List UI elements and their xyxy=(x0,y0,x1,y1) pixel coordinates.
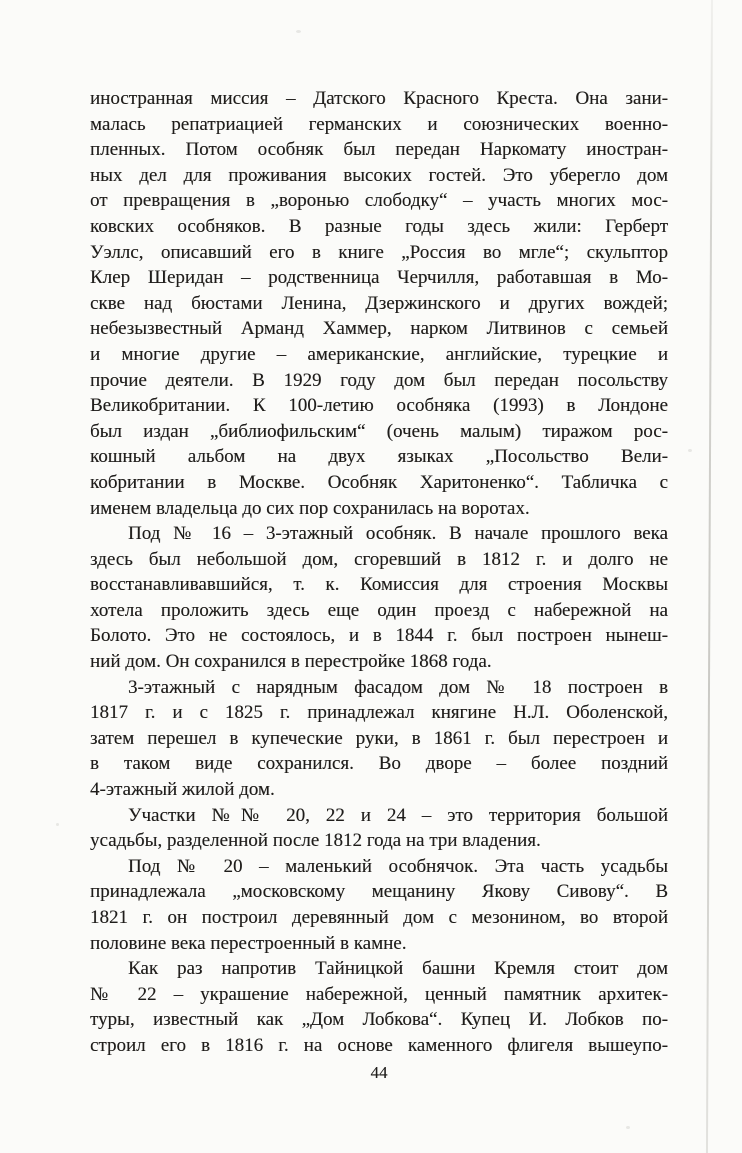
text-line: 1821 г. он построил деревянный дом с мезонином, во второй xyxy=(90,907,668,928)
text-line: туры, известный как „Дом Лобкова“. Купец И. Лобков по- xyxy=(90,1009,668,1031)
text-line: скве над бюстами Ленина, Дзержинского и других вождей; xyxy=(90,292,668,314)
text-line: Как раз напротив Тайницкой башни Кремля стоит дом xyxy=(128,958,668,980)
text-line: кошный альбом на двух языках „Посольство Вели- xyxy=(90,446,668,468)
text-line: Под № 20 – маленький особнячок. Эта часть усадьбы xyxy=(128,855,668,877)
text-line: 4-этажный жилой дом. xyxy=(90,779,275,801)
scan-speck xyxy=(56,823,59,826)
text-line: принадлежала „московскому мещанину Якову Сивову“. В xyxy=(90,881,668,903)
scan-speck xyxy=(688,449,692,452)
text-line: именем владельца до сих пор сохранилась на воротах. xyxy=(90,497,530,519)
text-line: здесь был небольшой дом, сгоревший в 1812 г. и долго не xyxy=(90,548,668,570)
text-line: восстанавливавшийся, т. к. Комиссия для строения Москвы xyxy=(90,574,668,596)
text-line: иностранная миссия – Датского Красного Креста. Она зани- xyxy=(90,88,668,109)
text-line: Великобритании. К 100-летию особняка (1993) в Лондоне xyxy=(90,395,668,417)
text-line: Участки №№ 20, 22 и 24 – это территория большой xyxy=(128,804,668,826)
text-line: хотела проложить здесь еще один проезд с набережной на xyxy=(90,599,668,621)
text-line: Под № 16 – 3-этажный особняк. В начале прошлого века xyxy=(128,523,668,545)
text-line: ний дом. Он сохранился в перестройке 1868 года. xyxy=(90,651,492,673)
text-line: прочие деятели. В 1929 году дом был передан посольству xyxy=(90,369,668,391)
text-line: был издан „библиофильским“ (очень малым) тиражом рос- xyxy=(90,420,668,442)
text-line: в таком виде сохранился. Во дворе – более поздний xyxy=(90,753,668,775)
text-line: небезызвестный Арманд Хаммер, нарком Литвинов с семьей xyxy=(90,318,668,340)
text-line: от превращения в „воронью слободку“ – участь многих мос- xyxy=(90,190,668,212)
text-line: пленных. Потом особняк был передан Наркомату иностран- xyxy=(90,139,668,161)
text-line: строил его в 1816 г. на основе каменного флигеля вышеупо- xyxy=(90,1034,668,1056)
text-line: половине века перестроенный в камне. xyxy=(90,932,407,954)
scan-speck xyxy=(626,1126,630,1129)
text-line: 1817 г. и с 1825 г. принадлежал княгине Н.Л. Оболенской, xyxy=(90,702,668,724)
text-line: усадьбы, разделенной после 1812 года на три владения. xyxy=(90,830,541,852)
text-block xyxy=(90,86,668,1059)
text-line: Болото. Это не состоялось, и в 1844 г. был построен нынеш- xyxy=(90,625,668,647)
text-line: ных дел для проживания высоких гостей. Это уберегло дом xyxy=(90,164,668,186)
text-line: затем перешел в купеческие руки, в 1861 г. был перестроен и xyxy=(90,727,668,749)
text-line: ковских особняков. В разные годы здесь жили: Герберт xyxy=(90,215,668,237)
text-line: 3-этажный с нарядным фасадом дом № 18 построен в xyxy=(128,676,668,698)
text-line: кобритании в Москве. Особняк Харитоненко“. Табличка с xyxy=(90,471,668,493)
text-line: № 22 – украшение набережной, ценный памятник архитек- xyxy=(90,983,668,1005)
page-number: 44 xyxy=(370,1063,388,1082)
text-line: Клер Шеридан – родственница Черчилля, работавшая в Мо- xyxy=(90,267,668,289)
text-line: Уэллс, описавший его в книге „Россия во мгле“; скульптор xyxy=(90,241,668,263)
text-line: малась репатриацией германских и союзнических военно- xyxy=(90,113,668,135)
page-edge-shadow-line xyxy=(706,0,713,1153)
scan-speck xyxy=(296,30,301,33)
text-line: и многие другие – американские, английские, турецкие и xyxy=(90,343,668,365)
